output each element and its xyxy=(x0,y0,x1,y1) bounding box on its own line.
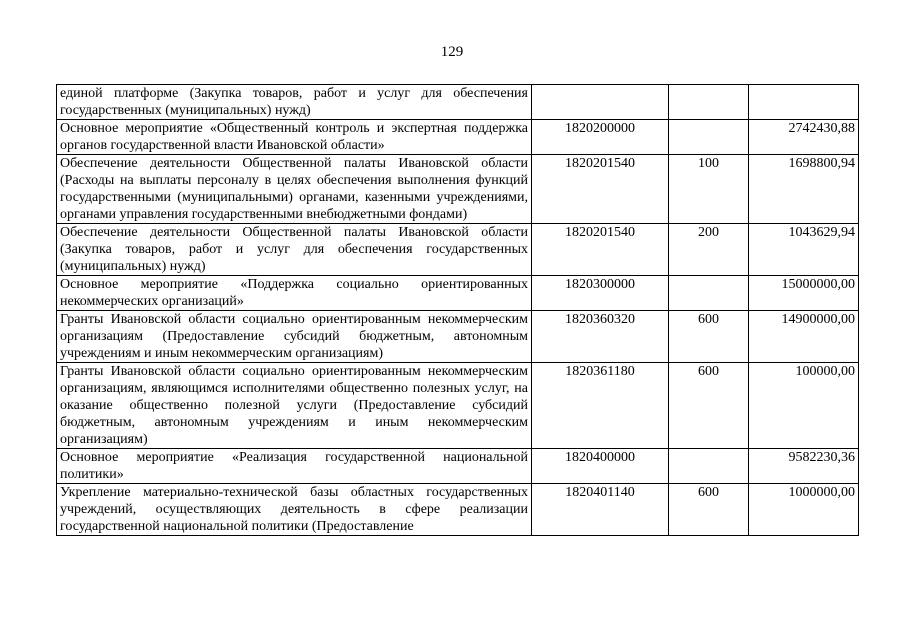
table-row xyxy=(57,276,859,311)
row-type-cell: 600 xyxy=(669,363,749,449)
row-name-cell: Гранты Ивановской области социально ориентированным некоммерческим организациям (Предоставление субсидий бюджетным, автономным учреждениям и иным некоммерческим организациям) xyxy=(57,311,532,363)
row-name-cell: Обеспечение деятельности Общественной палаты Ивановской области (Закупка товаров, работ и услуг для обеспечения государственных (муниципальных) нужд) xyxy=(57,224,532,276)
row-sum-cell: 1000000,00 xyxy=(749,484,859,536)
row-type-cell xyxy=(669,85,749,120)
row-type-cell: 600 xyxy=(669,311,749,363)
row-sum-cell: 1698800,94 xyxy=(749,155,859,224)
row-name-cell: Основное мероприятие «Поддержка социально ориентированных некоммерческих организаций» xyxy=(57,276,532,311)
table-row xyxy=(57,155,859,224)
budget-table xyxy=(56,84,859,536)
row-type-cell: 600 xyxy=(669,484,749,536)
row-name-cell: единой платформе (Закупка товаров, работ и услуг для обеспечения государственных (муниципальных) нужд) xyxy=(57,85,532,120)
table-row xyxy=(57,363,859,449)
row-code-cell: 1820400000 xyxy=(532,449,669,484)
row-name-cell: Обеспечение деятельности Общественной палаты Ивановской области (Расходы на выплаты персоналу в целях обеспечения выполнения функций государственными (муниципальными) органами, казенными учреждениями, органами управления государственными внебюджетными фондами) xyxy=(57,155,532,224)
row-name-cell: Основное мероприятие «Общественный контроль и экспертная поддержка органов государственной власти Ивановской области» xyxy=(57,120,532,155)
row-sum-cell: 100000,00 xyxy=(749,363,859,449)
row-code-cell: 1820200000 xyxy=(532,120,669,155)
row-code-cell: 1820201540 xyxy=(532,155,669,224)
row-name-cell: Укрепление материально-технической базы областных государственных учреждений, осуществляющих деятельность в сфере реализации государственной национальной политики (Предоставление xyxy=(57,484,532,536)
row-code-cell: 1820360320 xyxy=(532,311,669,363)
row-code-cell: 1820300000 xyxy=(532,276,669,311)
table-row xyxy=(57,311,859,363)
row-sum-cell xyxy=(749,85,859,120)
page-number: 129 xyxy=(440,44,464,60)
row-type-cell: 100 xyxy=(669,155,749,224)
table-row xyxy=(57,484,859,536)
table-row xyxy=(57,85,859,120)
row-code-cell: 1820401140 xyxy=(532,484,669,536)
row-type-cell xyxy=(669,276,749,311)
row-code-cell: 1820361180 xyxy=(532,363,669,449)
table-row xyxy=(57,224,859,276)
table-row xyxy=(57,449,859,484)
row-sum-cell: 1043629,94 xyxy=(749,224,859,276)
row-sum-cell: 2742430,88 xyxy=(749,120,859,155)
row-type-cell: 200 xyxy=(669,224,749,276)
row-sum-cell: 9582230,36 xyxy=(749,449,859,484)
row-name-cell: Гранты Ивановской области социально ориентированным некоммерческим организациям, являющимся исполнителями общественно полезных услуг, на оказание общественно полезной услуги (Предоставление субсидий бюджетным, автономным учреждениям и иным некоммерческим организациям) xyxy=(57,363,532,449)
table-row xyxy=(57,120,859,155)
row-code-cell xyxy=(532,85,669,120)
row-sum-cell: 15000000,00 xyxy=(749,276,859,311)
row-code-cell: 1820201540 xyxy=(532,224,669,276)
row-type-cell xyxy=(669,449,749,484)
row-type-cell xyxy=(669,120,749,155)
row-sum-cell: 14900000,00 xyxy=(749,311,859,363)
row-name-cell: Основное мероприятие «Реализация государственной национальной политики» xyxy=(57,449,532,484)
